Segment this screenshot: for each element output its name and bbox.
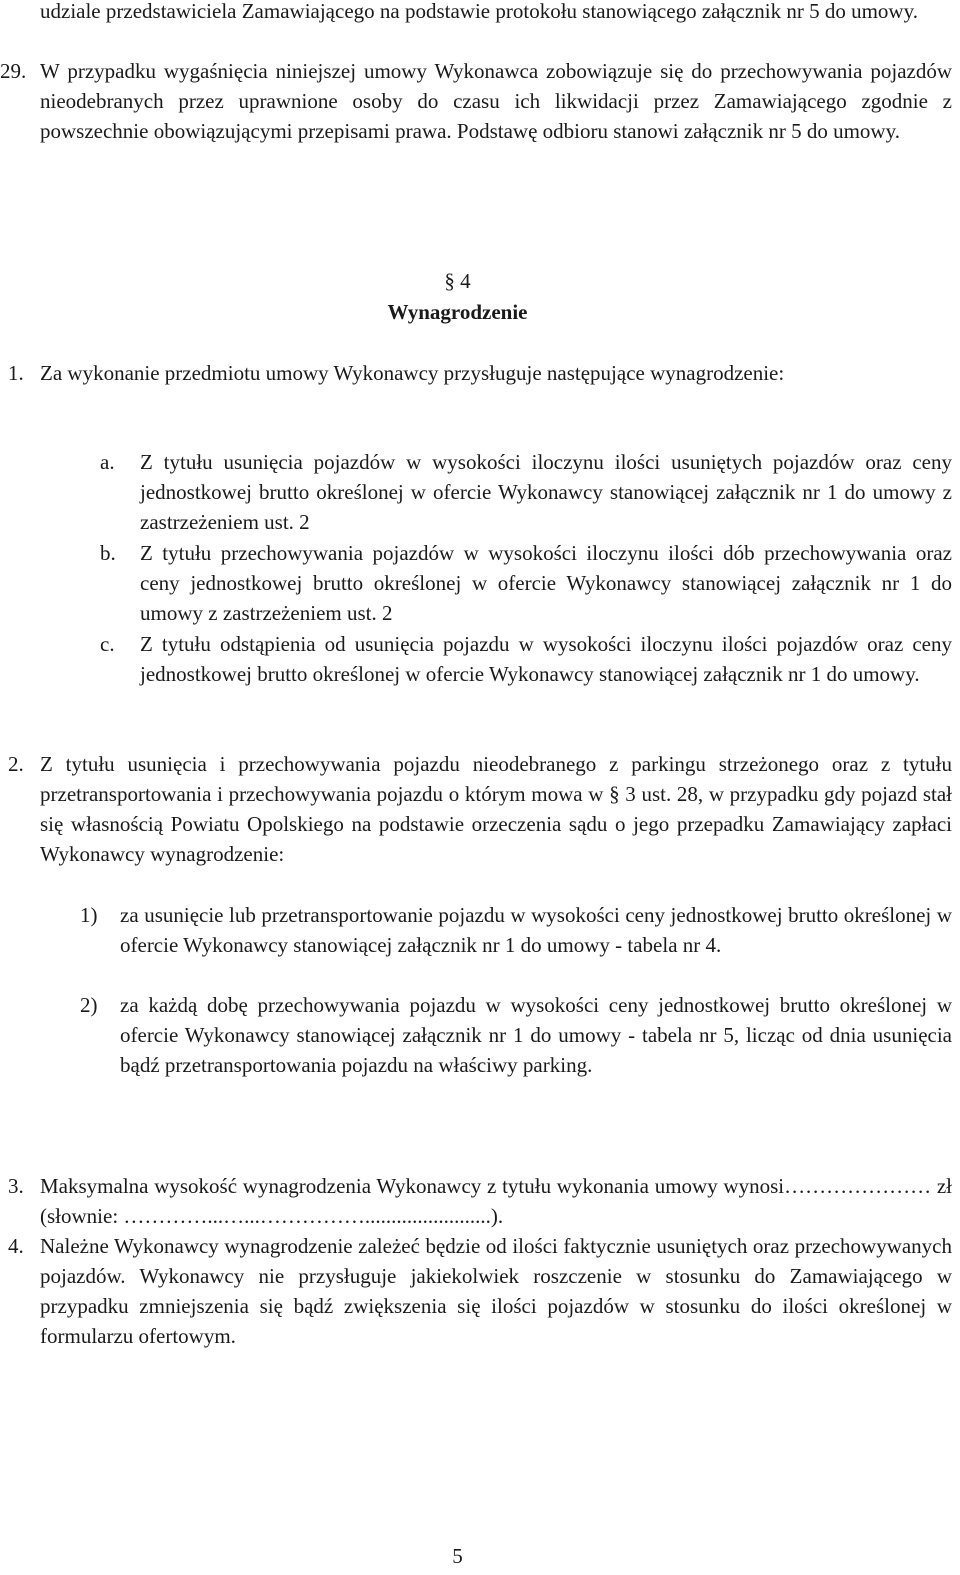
item-4-text: Należne Wykonawcy wynagrodzenie zależeć będzie od ilości faktycznie usuniętych oraz przechowywanych pojazdów. Wykonawcy nie przysługuje jakiekolwiek roszczenie w stosunku do Zamawiającego w przypadku zmniejszenia się bądź zwiększenia się ilości pojazdów w stosunku do ilości określonej w formularzu ofertowym.	[40, 1234, 952, 1348]
item-c	[100, 629, 952, 689]
item-29-number: 29.	[0, 59, 27, 83]
item-c-label: c.	[100, 632, 115, 656]
item-a-label: a.	[100, 450, 115, 474]
item-29-text: W przypadku wygaśnięcia niniejszej umowy Wykonawca zobowiązuje się do przechowywania pojazdów nieodebranych przez uprawnione osoby do czasu ich likwidacji przez Zamawiającego zgodnie z powszechnie obowiązującymi przepisami prawa. Podstawę odbioru stanowi załącznik nr 5 do umowy.	[40, 59, 952, 143]
item-1-text: Za wykonanie przedmiotu umowy Wykonawcy przysługuje następujące wynagrodzenie:	[40, 361, 785, 385]
item-3	[8, 1171, 952, 1231]
item-c-text: Z tytułu odstąpienia od usunięcia pojazdu w wysokości iloczynu ilości pojazdów oraz ceny jednostkowej brutto określonej w ofercie Wykonawcy stanowiącej załącznik nr 1 do umowy.	[140, 632, 952, 686]
item-4	[8, 1231, 952, 1351]
subitem-2	[80, 990, 952, 1080]
item-1	[8, 358, 952, 388]
item-29	[0, 56, 952, 146]
section-mark: § 4	[444, 269, 471, 293]
item-4-number: 4.	[8, 1234, 24, 1258]
item-2-number: 2.	[8, 752, 24, 776]
subitem-2-number: 2)	[80, 993, 98, 1017]
item-2-text: Z tytułu usunięcia i przechowywania pojazdu nieodebranego z parkingu strzeżonego oraz z tytułu przetransportowania i przechowywania pojazdu o którym mowa w § 3 ust. 28, w przypadku gdy pojazd stał się własnością Powiatu Opolskiego na podstawie orzeczenia sądu o jego przepadku Zamawiający zapłaci Wykonawcy wynagrodzenie:	[40, 752, 952, 866]
item-3-text: Maksymalna wysokość wynagrodzenia Wykonawcy z tytułu wykonania umowy wynosi………………… zł (słownie: …………...…...……………........................).	[40, 1174, 952, 1228]
item-1-number: 1.	[8, 361, 24, 385]
subitem-1-text: za usunięcie lub przetransportowanie pojazdu w wysokości ceny jednostkowej brutto określonej w ofercie Wykonawcy stanowiącej załącznik nr 1 do umowy - tabela nr 4.	[120, 903, 952, 957]
subitem-1-number: 1)	[80, 903, 98, 927]
item-b-text: Z tytułu przechowywania pojazdów w wysokości iloczynu ilości dób przechowywania oraz ceny jednostkowej brutto określonej w ofercie Wykonawcy stanowiącej załącznik nr 1 do umowy z zastrzeżeniem ust. 2	[140, 541, 952, 625]
subitem-2-text: za każdą dobę przechowywania pojazdu w wysokości ceny jednostkowej brutto określonej w ofercie Wykonawcy stanowiącej załącznik nr 1 do umowy - tabela nr 5, licząc od dnia usunięcia bądź przetransportowania pojazdu na właściwy parking.	[120, 993, 952, 1077]
page-number: 5	[452, 1544, 463, 1568]
item-a-text: Z tytułu usunięcia pojazdów w wysokości iloczynu ilości usuniętych pojazdów oraz ceny jednostkowej brutto określonej w ofercie Wykonawcy stanowiącej załącznik nr 1 do umowy z zastrzeżeniem ust. 2	[140, 450, 952, 534]
item-b-label: b.	[100, 541, 116, 565]
item-2	[8, 749, 952, 869]
continued-paragraph: udziale przedstawiciela Zamawiającego na podstawie protokołu stanowiącego załącznik nr 5 do umowy.	[40, 0, 918, 23]
item-b	[100, 538, 952, 628]
item-a	[100, 447, 952, 537]
section-title: Wynagrodzenie	[387, 300, 528, 324]
item-3-number: 3.	[8, 1174, 24, 1198]
subitem-1	[80, 900, 952, 960]
